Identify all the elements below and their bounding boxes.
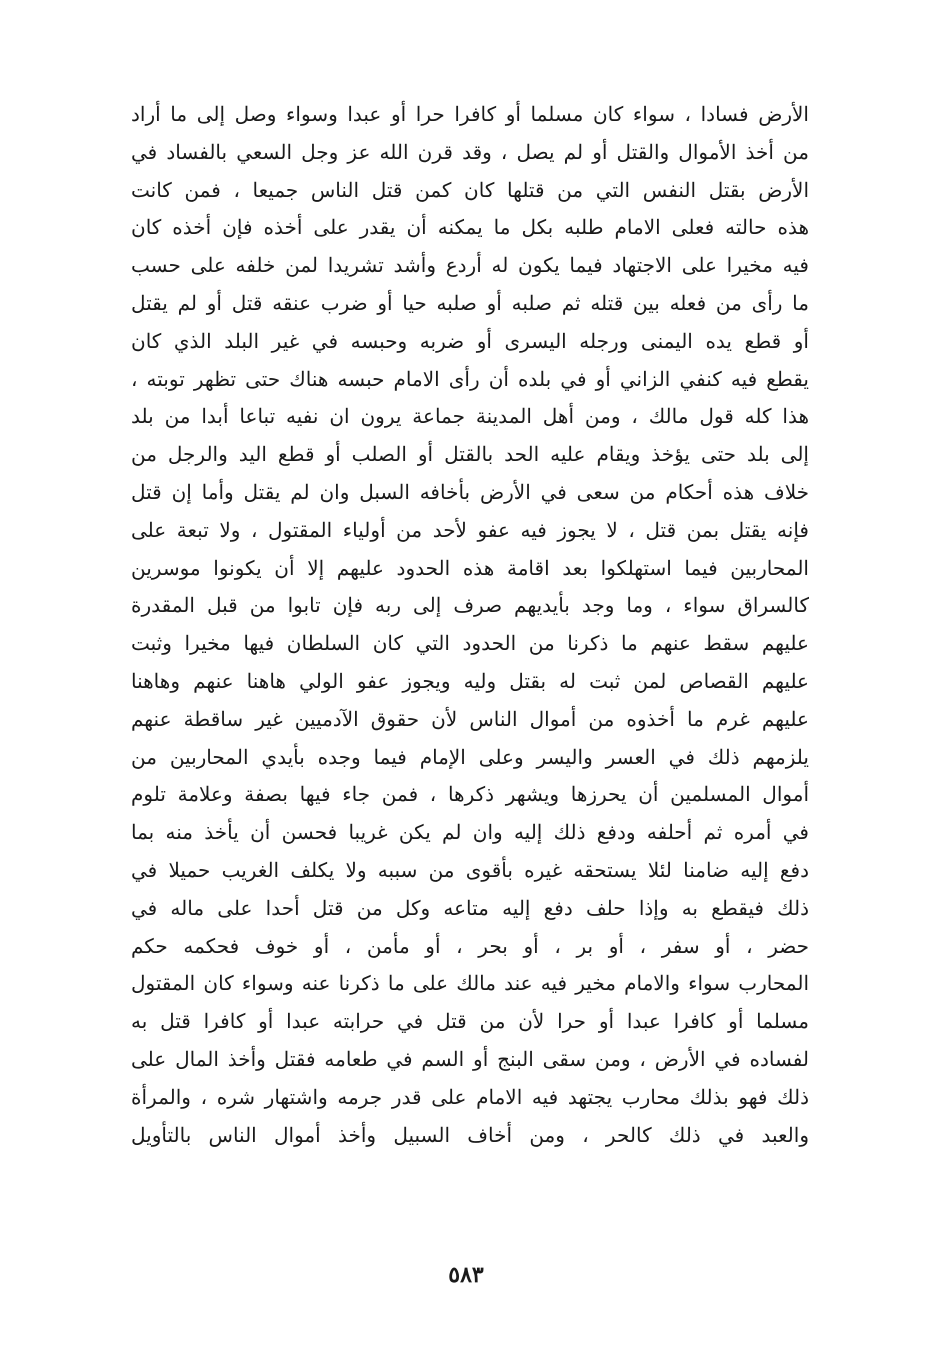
text-line: فيه مخيرا على الاجتهاد فيما يكون له أردع وأشد تشريدا لمن خلفه على حسب — [131, 253, 809, 278]
text-line: لفساده في الأرض ، ومن سقى البنج أو السم في طعامه فقتل وأخذ المال على — [131, 1046, 809, 1071]
text-line: هذه حالته فعلى الامام طلبه بكل ما يمكنه أن يقدر على أخذه فإن أخذه كان — [131, 215, 809, 240]
text-line: عليهم القصاص لمن ثبت له بقتل وليه ويجوز عفو الولي هاهنا عنهم وهاهنا — [131, 668, 809, 693]
text-line: من أخذ الأموال والقتل أو لم يصل ، وقد قرن الله عز وجل السعي بالفساد في — [131, 139, 809, 164]
text-line: إلى بلد حتى يؤخذ ويقام عليه الحد بالقتل أو الصلب أو قطع اليد والرجل من — [131, 442, 809, 467]
text-line: فإنه يقتل بمن قتل ، لا يجوز فيه عفو لأحد من أولياء المقتول ، ولا تبعة على — [131, 517, 809, 542]
text-line: كالسراق سواء ، وما وجد بأيديهم صرف إلى ربه فإن تابوا من قبل المقدرة — [131, 593, 809, 618]
text-line: في أمره ثم أحلفه ودفع ذلك إليه وان لم يكن غريبا فحسن أن يأخذ منه بما — [131, 820, 809, 845]
page-number: ٥٨٣ — [448, 1262, 484, 1288]
text-line: يلزمهم ذلك في العسر واليسر وعلى الإمام فيما وجده بأيدي المحاربين من — [131, 744, 809, 769]
text-line: يقطع فيه كنفي الزاني أو في بلده أن رأى الامام حبسه هناك حتى تظهر توبته ، — [131, 366, 809, 391]
text-line: دفع إليه ضامنا لئلا يستحقه غيره بأقوى من سببه ولا يكلف الغريب حميلا في — [131, 857, 809, 882]
text-line: الأرض بقتل النفس التي من قتلها كان كمن قتل الناس جميعا ، فمن كانت — [131, 177, 809, 202]
text-line: هذا كله قول مالك ، ومن أهل المدينة جماعة يرون ان نفيه تباعا أبدا من بلد — [131, 404, 809, 429]
text-line: الأرض فسادا ، سواء كان مسلما أو كافرا حرا أو عبدا وسواء وصل إلى ما أراد — [131, 102, 809, 126]
text-line: ما رأى من فعله بين قتله ثم صلبه أو صلبه حيا أو ضرب عنقه قتل أو لم يقتل — [131, 290, 809, 315]
text-line: عليهم غرم ما أخذوه من أموال الناس لأن حقوق الآدميين غير ساقطة عنهم — [131, 706, 809, 731]
page-body-text — [131, 96, 809, 1154]
text-line: عليهم سقط عنهم ما ذكرنا من الحدود التي كان السلطان فيها مخيرا وثبت — [131, 631, 809, 656]
text-line: ذلك فهو بذلك محارب يجتهد فيه الامام على قدر جرمه واشتهار شره ، والمرأة — [131, 1084, 809, 1109]
text-line: المحارب سواء والامام مخير فيه عند مالك على ما ذكرنا عنه وسواء كان المقتول — [131, 971, 809, 996]
text-line: أموال المسلمين أن يحرزها ويشهر ذكرها ، فمن جاء فيها بصفة وعلامة تلوم — [131, 782, 809, 807]
text-line: ذلك فيقطع به وإذا حلف دفع إليه متاعه وكل من قتل أحدا على ماله في — [131, 895, 809, 920]
text-line: خلاف هذه أحكام من سعى في الأرض بأخافه السبل وان لم يقتل وأما إن قتل — [131, 479, 809, 504]
text-line: والعبد في ذلك كالحر ، ومن أخاف السبيل وأخذ أموال الناس بالتأويل — [131, 1122, 809, 1147]
text-line: أو قطع يده اليمنى ورجله اليسرى أو ضربه وحبسه في غير البلد الذي كان — [131, 328, 809, 353]
text-line: المحاربين فيما استهلكوا بعد اقامة هذه الحدود عليهم إلا أن يكونوا موسرين — [131, 555, 809, 580]
text-line: حضر ، أو سفر ، أو بر ، أو بحر ، أو مأمن ، أو خوف فحكمه حكم — [131, 933, 809, 958]
text-line: مسلما أو كافرا عبدا أو حرا لأن من قتل في حرابته عبدا أو كافرا قتل به — [131, 1009, 809, 1034]
